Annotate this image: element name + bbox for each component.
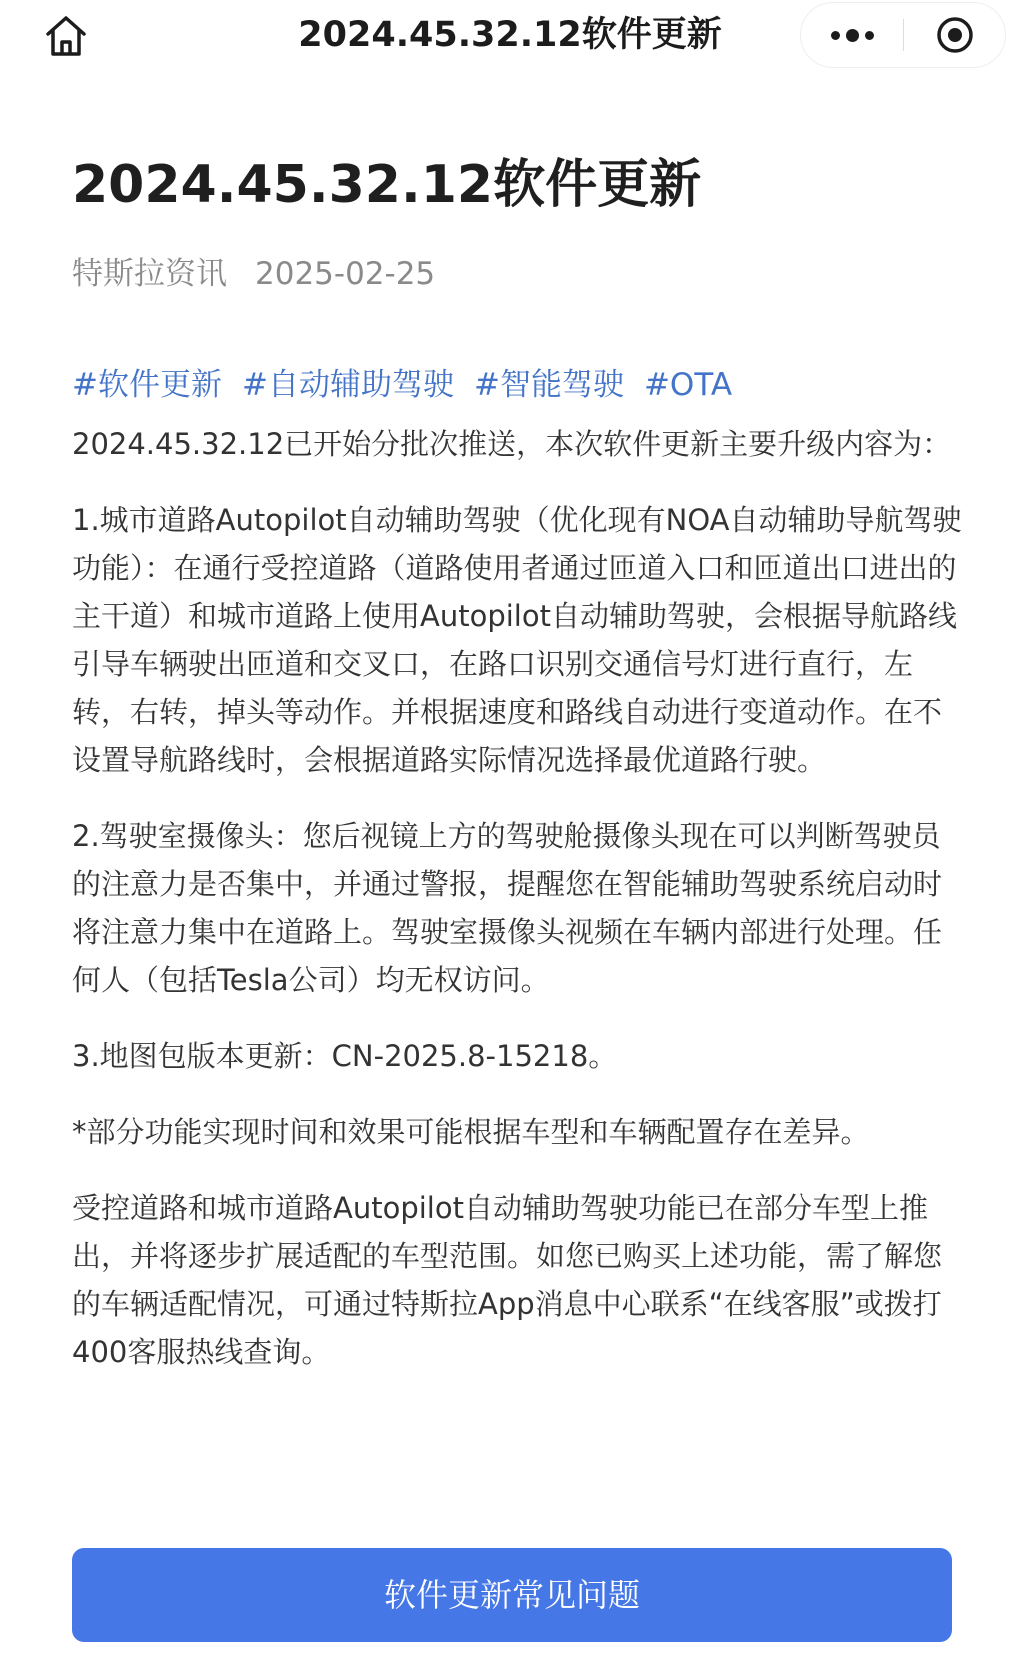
feature-map-update-paragraph: 3.地图包版本更新：CN-2025.8-15218。 — [72, 1039, 618, 1073]
article-meta — [72, 254, 962, 294]
home-icon — [42, 12, 90, 60]
availability-paragraph: 受控道路和城市道路Autopilot自动辅助驾驶功能已在部分车型上推出，并将逐步扩展适配的车型范围。如您已购买上述功能，需了解您的车辆适配情况，可通过特斯拉App消息中心联系“在线客服”或拨打400客服热线查询。 — [72, 1191, 943, 1369]
tag-list — [72, 364, 962, 406]
article-title: 2024.45.32.12软件更新 — [72, 155, 702, 215]
feature-cabin-camera-paragraph: 2.驾驶室摄像头：您后视镜上方的驾驶舱摄像头现在可以判断驾驶员的注意力是否集中，并通过警报，提醒您在智能辅助驾驶系统启动时将注意力集中在道路上。驾驶室摄像头视频在车辆内部进行处理。任何人（包括Tesla公司）均无权访问。 — [72, 819, 943, 997]
home-button[interactable] — [40, 10, 92, 62]
top-navigation-bar — [0, 0, 1024, 76]
target-close-icon — [934, 14, 976, 56]
page-header-title: 2024.45.32.12软件更新 — [298, 15, 722, 55]
more-options-button[interactable] — [801, 3, 903, 67]
mini-program-capsule — [800, 2, 1006, 68]
article-date: 2025-02-25 — [255, 256, 436, 292]
tag-autopilot[interactable]: #自动辅助驾驶 — [241, 367, 454, 403]
tag-software-update[interactable]: #软件更新 — [72, 367, 222, 403]
article-author[interactable]: 特斯拉资讯 — [72, 256, 227, 292]
intro-paragraph: 2024.45.32.12已开始分批次推送，本次软件更新主要升级内容为： — [72, 427, 952, 461]
more-dots-icon — [828, 29, 877, 42]
feature-autopilot-paragraph: 1.城市道路Autopilot自动辅助驾驶（优化现有NOA自动辅助导航驾驶功能）：在通行受控道路（道路使用者通过匝道入口和匝道出口进出的主干道）和城市道路上使用Autopilot自动辅助驾驶，会根据导航路线引导车辆驶出匝道和交叉口，在路口识别交通信号灯进行直行，左转，右转，掉头等动作。并根据速度和路线自动进行变道动作。在不设置导航路线时，会根据道路实际情况选择最优道路行驶。 — [72, 503, 962, 777]
tag-ota[interactable]: #OTA — [643, 367, 733, 403]
faq-button[interactable]: 软件更新常见问题 — [72, 1548, 952, 1642]
article-content — [72, 150, 962, 1376]
disclaimer-paragraph: *部分功能实现时间和效果可能根据车型和车辆配置存在差异。 — [72, 1115, 870, 1149]
tag-smart-driving[interactable]: #智能驾驶 — [473, 367, 624, 403]
close-mini-program-button[interactable] — [904, 3, 1006, 67]
